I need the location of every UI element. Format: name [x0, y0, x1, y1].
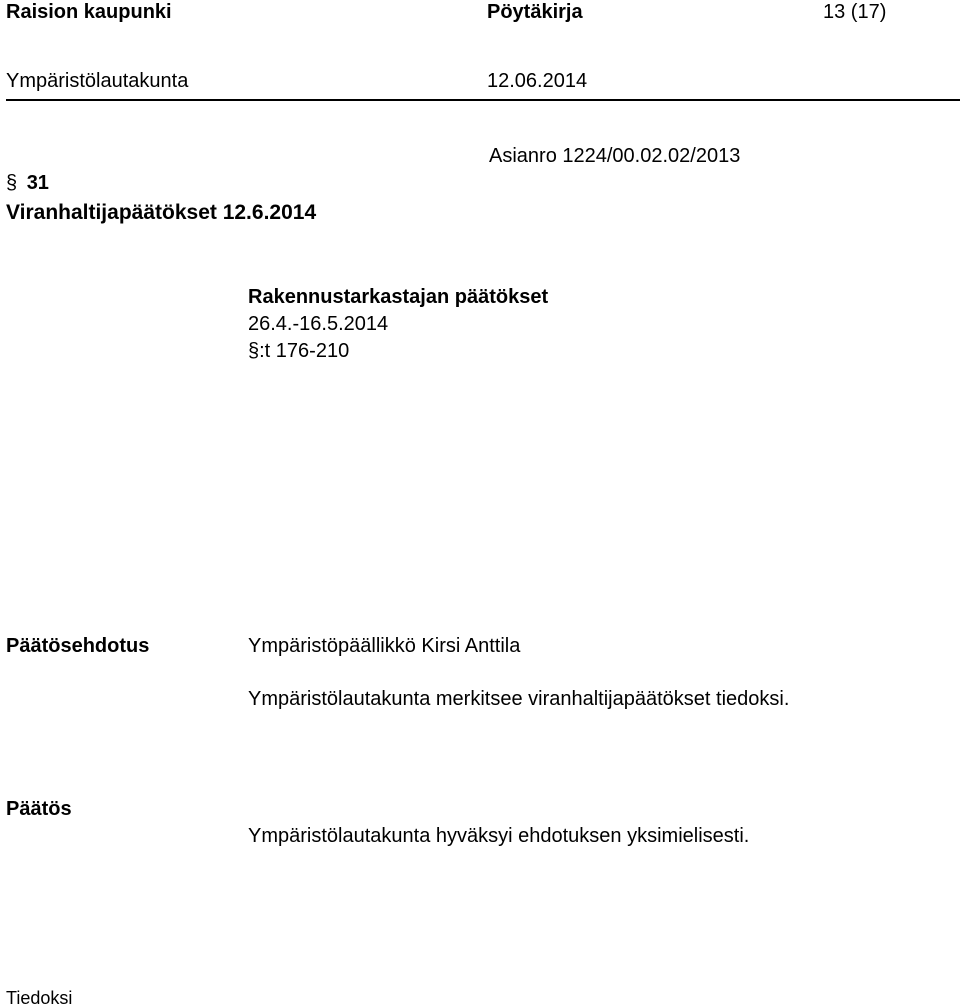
case-number: Asianro 1224/00.02.02/2013: [489, 145, 741, 167]
decisions-heading: Rakennustarkastajan päätökset: [248, 286, 549, 308]
decision-label: Päätös: [6, 798, 72, 820]
item-number: 31: [26, 172, 49, 194]
proposal-label: Päätösehdotus: [6, 635, 150, 657]
document-type: Pöytäkirja: [487, 1, 583, 23]
proposal-presenter: Ympäristöpäällikkö Kirsi Anttila: [248, 635, 521, 657]
section-sign-icon: §: [248, 340, 260, 362]
distribution-label: Tiedoksi: [6, 988, 73, 1008]
committee-name: Ympäristölautakunta: [6, 70, 189, 92]
organization-name: Raision kaupunki: [6, 1, 172, 23]
header-divider: [6, 99, 960, 101]
proposal-text: Ympäristölautakunta merkitsee viranhaltijapäätökset tiedoksi.: [248, 688, 790, 710]
meeting-date: 12.06.2014: [487, 70, 588, 92]
item-number-line: [6, 173, 49, 193]
decisions-section-range: :t 176-210: [259, 340, 350, 362]
decision-text: Ympäristölautakunta hyväksyi ehdotuksen yksimielisesti.: [248, 825, 750, 847]
decisions-section-range-line: [248, 341, 349, 361]
page-number: 13 (17): [823, 1, 887, 23]
section-sign-icon: §: [6, 172, 18, 194]
item-title: Viranhaltijapäätökset 12.6.2014: [6, 201, 317, 224]
decisions-date-range: 26.4.-16.5.2014: [248, 313, 389, 335]
